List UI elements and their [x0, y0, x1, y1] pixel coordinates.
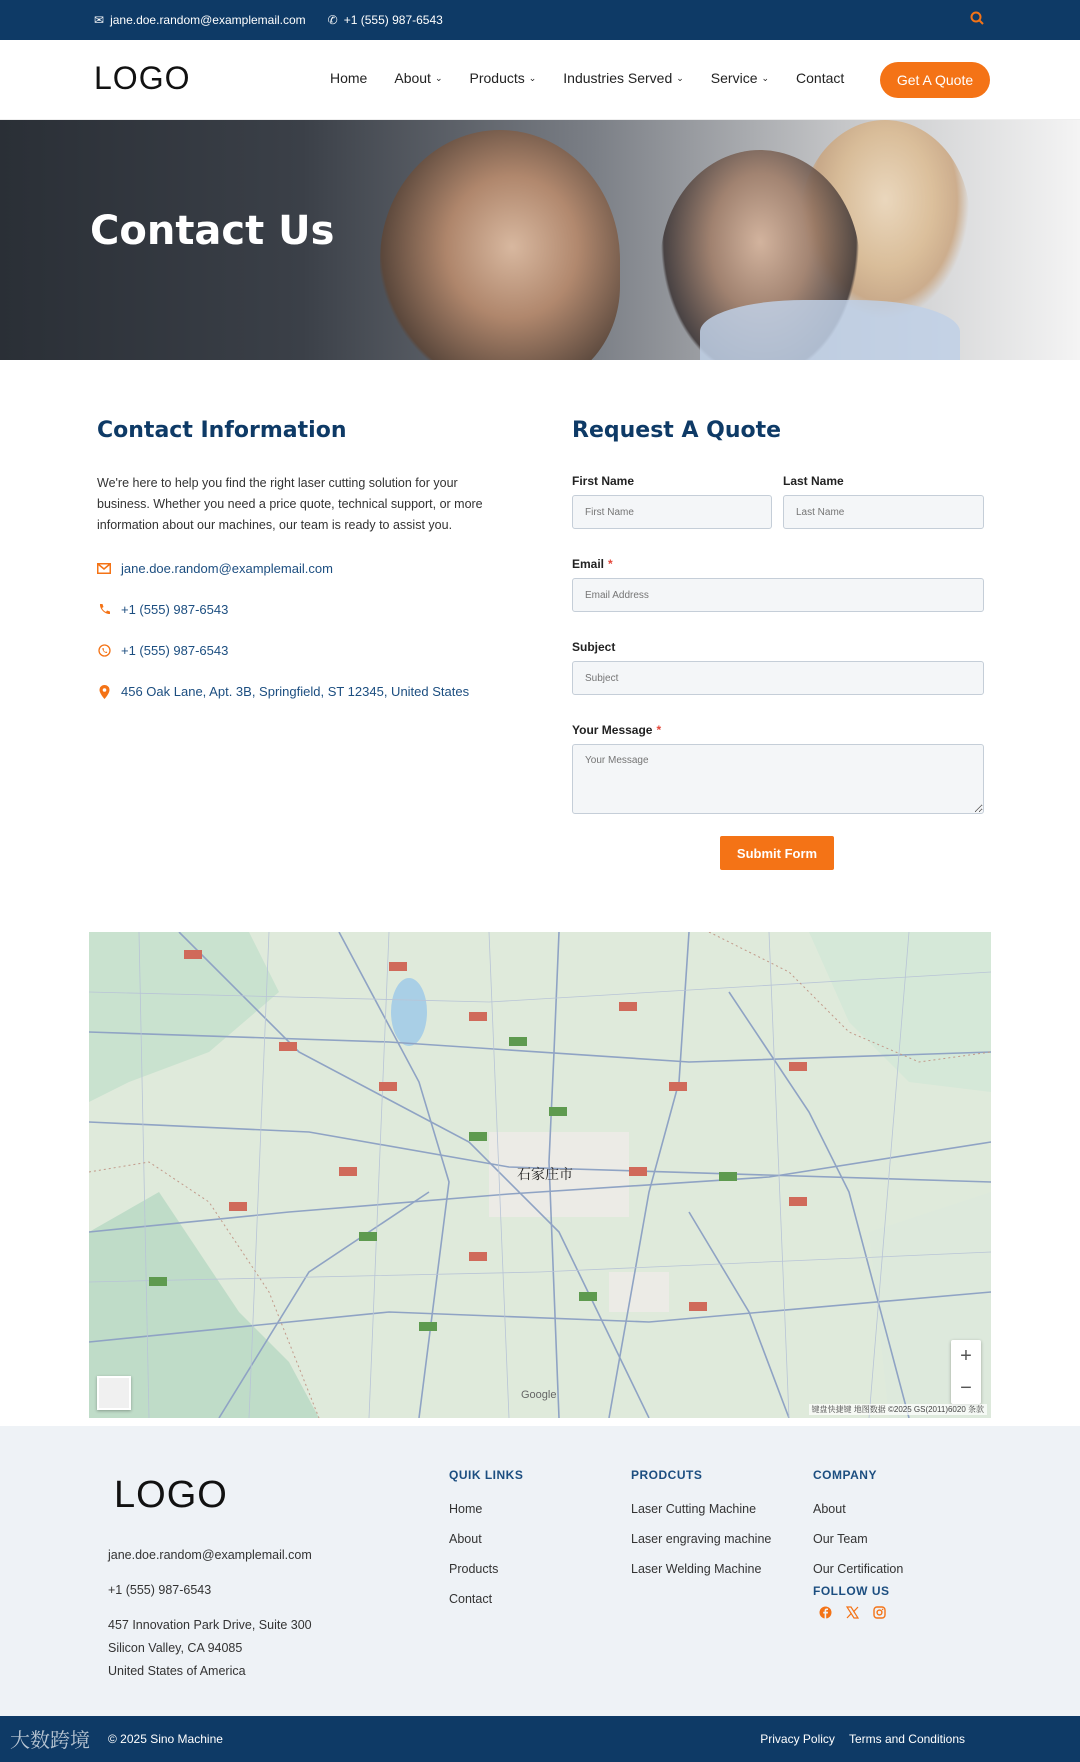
first-name-label: First Name	[572, 474, 635, 488]
chevron-down-icon: ⌄	[761, 72, 770, 83]
zoom-in-button[interactable]: +	[960, 1344, 972, 1367]
top-phone[interactable]	[328, 13, 443, 27]
required-mark: *	[656, 723, 662, 737]
contact-address-row[interactable]	[97, 671, 507, 712]
mail-icon: ✉	[94, 13, 105, 27]
top-phone-text: +1 (555) 987-6543	[343, 13, 443, 27]
form-title: Request A Quote	[572, 418, 782, 443]
whatsapp-icon: ✆	[327, 13, 338, 27]
subject-group	[572, 640, 984, 695]
footer-products	[631, 1468, 771, 1584]
footer-phone[interactable]: +1 (555) 987-6543	[108, 1583, 212, 1597]
watermark-logo: 大数跨境	[10, 1728, 90, 1752]
footer-quick-links	[449, 1468, 523, 1614]
email-group	[572, 557, 984, 612]
email-field[interactable]	[572, 578, 984, 612]
required-mark: *	[608, 557, 613, 571]
products-title: PRODCUTS	[631, 1468, 703, 1482]
subject-label: Subject	[572, 640, 616, 654]
map-attribution[interactable]: 键盘快捷键 地图数据 ©2025 GS(2011)6020 条款	[809, 1404, 987, 1415]
nav-products-label: Products	[469, 70, 525, 86]
nav-home-label: Home	[330, 70, 368, 86]
company-title: COMPANY	[813, 1468, 877, 1482]
first-name-group	[572, 474, 772, 529]
nav-about[interactable]	[394, 70, 442, 86]
page-title: Contact Us	[90, 208, 335, 254]
footer-logo[interactable]: LOGO	[114, 1474, 228, 1516]
main-nav	[330, 70, 844, 86]
nav-contact[interactable]	[796, 70, 844, 86]
footer-link-company-about[interactable]: About	[813, 1502, 846, 1516]
map-city-label: 石家庄市	[517, 1167, 573, 1183]
footer-address-line: 457 Innovation Park Drive, Suite 300	[108, 1618, 312, 1632]
site-logo[interactable]: LOGO	[94, 60, 191, 96]
nav-industries-label: Industries Served	[563, 70, 673, 86]
contact-email-row[interactable]	[97, 548, 507, 589]
footer-email[interactable]: jane.doe.random@examplemail.com	[108, 1548, 312, 1562]
top-email[interactable]	[94, 13, 306, 27]
first-name-field[interactable]	[572, 495, 772, 529]
quick-links-title: QUIK LINKS	[449, 1468, 524, 1482]
email-label-text: Email	[572, 557, 605, 571]
nav-home[interactable]	[330, 70, 367, 86]
footer-address-line: United States of America	[108, 1664, 246, 1678]
hero-banner	[0, 120, 1080, 360]
zoom-out-button[interactable]: −	[960, 1376, 972, 1399]
search-icon[interactable]	[970, 11, 984, 28]
contact-address: 456 Oak Lane, Apt. 3B, Springfield, ST 12345, United States	[121, 684, 470, 699]
top-contact	[94, 13, 443, 27]
footer-link-laser-cutting[interactable]: Laser Cutting Machine	[631, 1502, 757, 1516]
submit-form-button[interactable]: Submit Form	[720, 836, 834, 870]
mail-icon	[97, 563, 111, 574]
location-icon	[97, 685, 111, 699]
quote-form	[572, 418, 984, 861]
footer-company	[813, 1468, 903, 1622]
nav-products[interactable]	[470, 70, 537, 86]
email-label	[572, 557, 984, 571]
chevron-down-icon: ⌄	[676, 72, 684, 83]
footer-link-products[interactable]: Products	[449, 1562, 499, 1576]
footer-link-our-team[interactable]: Our Team	[813, 1532, 868, 1546]
message-group	[572, 723, 984, 819]
site-footer	[0, 1426, 1080, 1716]
bottom-bar	[0, 1716, 1080, 1762]
whatsapp-icon	[97, 644, 111, 657]
footer-link-home[interactable]: Home	[449, 1502, 483, 1516]
map-layer-toggle[interactable]	[97, 1376, 131, 1410]
hero-photo-person	[380, 130, 620, 360]
map-provider-logo: Google	[521, 1389, 557, 1401]
message-field[interactable]	[572, 744, 984, 814]
terms-link[interactable]: Terms and Conditions	[848, 1732, 965, 1746]
facebook-icon[interactable]	[819, 1606, 832, 1622]
phone-icon	[97, 603, 111, 616]
nav-about-label: About	[394, 70, 431, 86]
footer-link-certification[interactable]: Our Certification	[813, 1562, 904, 1576]
top-email-text: jane.doe.random@examplemail.com	[110, 13, 306, 27]
copyright: © 2025 Sino Machine	[108, 1732, 223, 1746]
legal-links	[760, 1732, 965, 1746]
footer-link-contact[interactable]: Contact	[449, 1592, 493, 1606]
contact-info-description: We're here to help you find the right laser cutting solution for your business. Whether you need a price quote, technical support, or more information about our machines, our team is ready to assist you.	[97, 476, 483, 532]
contact-phone-row[interactable]	[97, 589, 507, 630]
location-map[interactable]	[89, 932, 991, 1418]
footer-address-line: Silicon Valley, CA 94085	[108, 1641, 243, 1655]
message-label-text: Your Message	[572, 723, 653, 737]
x-icon[interactable]	[846, 1606, 859, 1622]
footer-link-laser-engraving[interactable]: Laser engraving machine	[631, 1532, 772, 1546]
map-zoom-control	[951, 1340, 981, 1404]
last-name-field[interactable]	[783, 495, 984, 529]
chevron-down-icon: ⌄	[434, 72, 443, 83]
nav-service[interactable]	[711, 70, 769, 86]
privacy-policy-link[interactable]: Privacy Policy	[760, 1732, 835, 1746]
top-bar	[0, 0, 1080, 40]
contact-information	[97, 418, 507, 712]
contact-phone: +1 (555) 987-6543	[121, 602, 229, 617]
instagram-icon[interactable]	[873, 1606, 886, 1622]
last-name-group	[783, 474, 984, 529]
hero-photo-detail	[700, 300, 960, 360]
contact-email: jane.doe.random@examplemail.com	[121, 561, 333, 576]
contact-info-title: Contact Information	[97, 418, 347, 443]
chevron-down-icon: ⌄	[528, 72, 537, 83]
nav-contact-label: Contact	[796, 70, 845, 86]
contact-whatsapp-row[interactable]	[97, 630, 507, 671]
footer-link-about[interactable]: About	[449, 1532, 482, 1546]
message-label	[572, 723, 984, 737]
contact-whatsapp: +1 (555) 987-6543	[121, 643, 229, 658]
nav-industries[interactable]	[563, 70, 684, 86]
footer-link-laser-welding[interactable]: Laser Welding Machine	[631, 1562, 762, 1576]
follow-us-title: FOLLOW US	[813, 1584, 890, 1598]
site-header	[0, 40, 1080, 120]
nav-service-label: Service	[710, 70, 758, 86]
footer-contact-info	[108, 1544, 312, 1683]
subject-field[interactable]	[572, 661, 984, 695]
social-links	[813, 1606, 903, 1622]
get-quote-button[interactable]: Get A Quote	[880, 62, 990, 98]
last-name-label: Last Name	[783, 474, 844, 488]
